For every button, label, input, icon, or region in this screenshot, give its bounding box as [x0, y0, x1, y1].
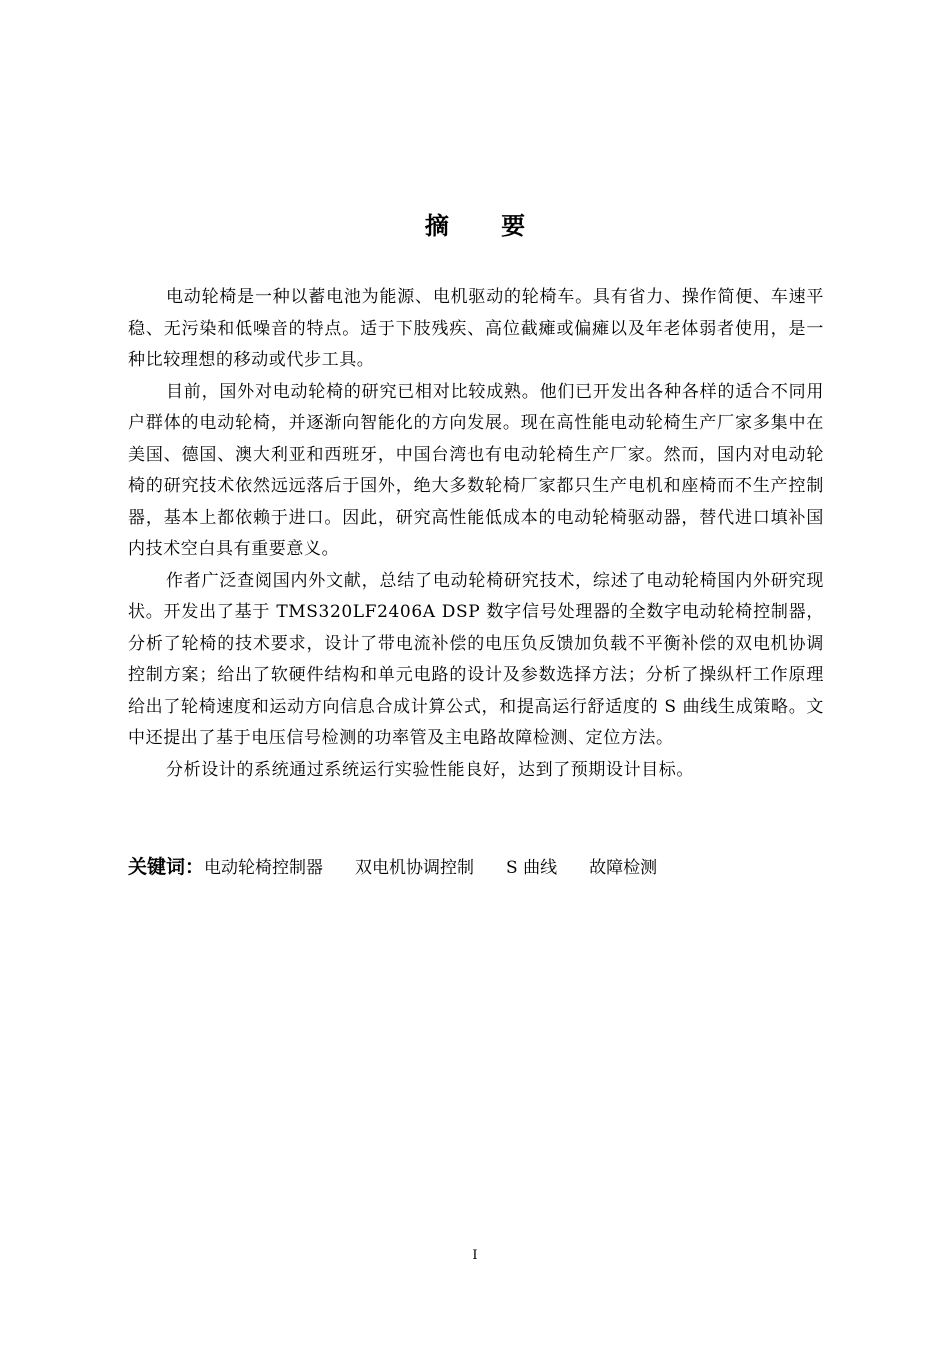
abstract-body: [128, 282, 824, 786]
abstract-title: 摘 要: [424, 212, 548, 240]
abstract-paragraph-1: 电动轮椅是一种以蓄电池为能源、电机驱动的轮椅车。具有省力、操作简便、车速平稳、无污染和低噪音的特点。适于下肢残疾、高位截瘫或偏瘫以及年老体弱者使用，是一种比较理想的移动或代步工具。: [128, 287, 824, 370]
keywords-line: [128, 850, 828, 885]
abstract-paragraph-2: 目前，国外对电动轮椅的研究已相对比较成熟。他们已开发出各种各样的适合不同用户群体的电动轮椅，并逐渐向智能化的方向发展。现在高性能电动轮椅生产厂家多集中在美国、德国、澳大利亚和西班牙，中国台湾也有电动轮椅生产厂家。然而，国内对电动轮椅的研究技术依然远远落后于国外，绝大多数轮椅厂家都只生产电机和座椅而不生产控制器，基本上都依赖于进口。因此，研究高性能低成本的电动轮椅驱动器，替代进口填补国内技术空白具有重要意义。: [128, 381, 824, 559]
keyword-item: 双电机协调控制: [355, 858, 475, 878]
page-number: I: [472, 1248, 478, 1263]
keywords-label: 关键词：: [128, 856, 205, 878]
keyword-item: S 曲线: [506, 858, 558, 878]
keyword-item: 故障检测: [589, 858, 658, 878]
abstract-paragraph-3: 作者广泛查阅国内外文献，总结了电动轮椅研究技术，综述了电动轮椅国内外研究现状。开发出了基于 TMS320LF2406A DSP 数字信号处理器的全数字电动轮椅控制器，分析了轮椅的技术要求，设计了带电流补偿的电压负反馈加负载不平衡补偿的双电机协调控制方案；给出了软硬件结构和单元电路的设计及参数选择方法；分析了操纵杆工作原理给出了轮椅速度和运动方向信息合成计算公式，和提高运行舒适度的 S 曲线生成策略。文中还提出了基于电压信号检测的功率管及主电路故障检测、定位方法。: [128, 570, 824, 748]
abstract-paragraph-4: 分析设计的系统通过系统运行实验性能良好，达到了预期设计目标。: [166, 759, 694, 780]
keyword-item: 电动轮椅控制器: [204, 858, 324, 878]
